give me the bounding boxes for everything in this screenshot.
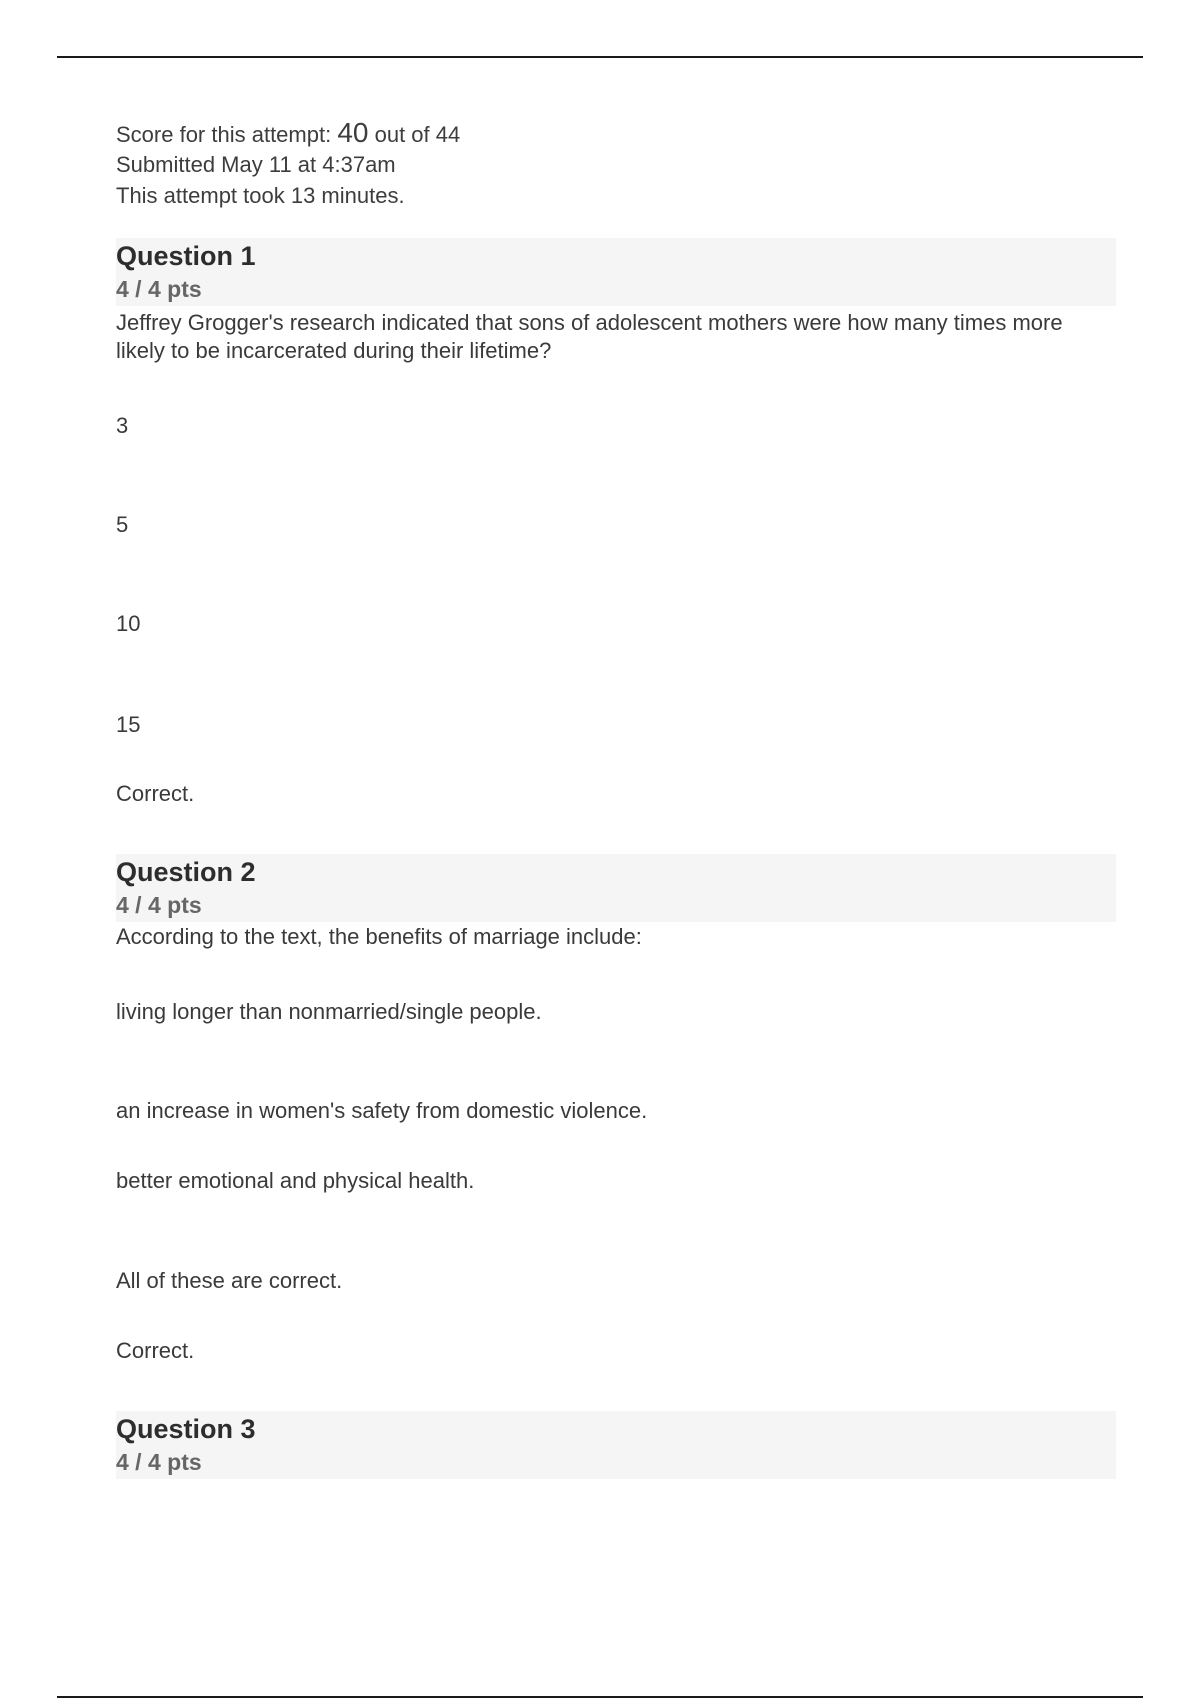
answer-option[interactable]: 10 [116,611,141,636]
answer-option[interactable]: 5 [116,512,129,537]
answer-option[interactable]: better emotional and physical health. [116,1168,475,1193]
answer-feedback: Correct. [116,1338,195,1363]
score-line [116,118,460,150]
question-header [116,1411,1116,1479]
submitted-time: Submitted May 11 at 4:37am [116,152,396,177]
question-title: Question 1 [116,241,256,271]
question-title: Question 3 [116,1414,256,1444]
question-header [116,238,1116,306]
question-text: Jeffrey Grogger's research indicated that sons of adolescent mothers were how many times more likely to be incarcerated during their lifetime? [116,310,1063,363]
score-value: 40 [337,117,369,148]
question-text: According to the text, the benefits of marriage include: [116,924,642,949]
bottom-divider [57,1696,1143,1698]
question-title: Question 2 [116,857,256,887]
answer-option[interactable]: 3 [116,413,129,438]
top-divider [57,56,1143,58]
answer-feedback: Correct. [116,781,195,806]
answer-option[interactable]: All of these are correct. [116,1268,343,1293]
score-suffix: out of 44 [374,122,461,147]
attempt-duration: This attempt took 13 minutes. [116,183,405,208]
answer-option[interactable]: an increase in women's safety from domestic violence. [116,1098,648,1123]
question-points: 4 / 4 pts [116,892,202,918]
score-prefix: Score for this attempt: [116,122,332,147]
question-header [116,854,1116,922]
answer-option[interactable]: living longer than nonmarried/single people. [116,999,542,1024]
answer-option[interactable]: 15 [116,712,141,737]
question-points: 4 / 4 pts [116,1449,202,1475]
question-points: 4 / 4 pts [116,276,202,302]
